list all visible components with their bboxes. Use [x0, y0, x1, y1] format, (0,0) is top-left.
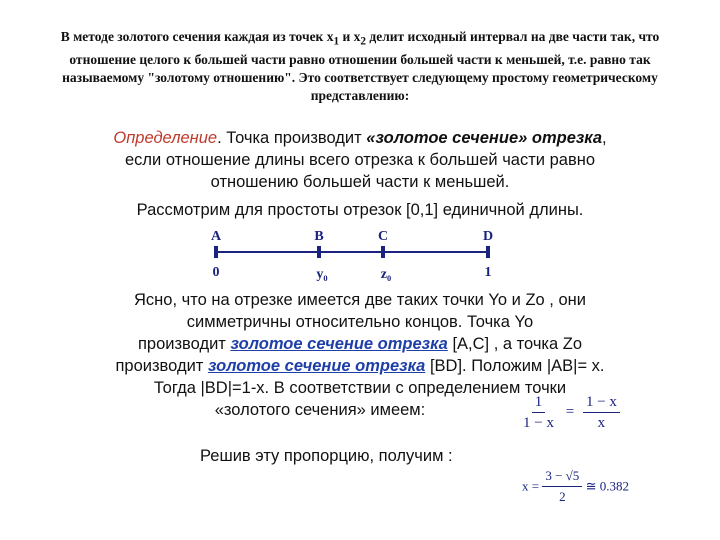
para-line-4: производит золотое сечение отрезка [BD]. Положим |AB|= x.	[115, 357, 605, 375]
proportion-formula: $\frac{1}{1 - x}$ = $\frac{1 - x}{x}$	[520, 392, 620, 433]
tick-d	[486, 246, 490, 258]
label-c: C	[377, 229, 389, 244]
label-1: 1	[484, 265, 492, 280]
tick-b	[317, 246, 321, 258]
para-line-3: производит золотое сечение отрезка [A,C] , а точка Zo	[137, 335, 583, 353]
fraction-lhs: $\frac{1}{1 - x}$	[523, 394, 554, 431]
tick-a	[214, 246, 218, 258]
definition-line-2: если отношение длины всего отрезка к большей части равно	[124, 151, 596, 169]
label-b: B	[314, 229, 324, 244]
golden-section-link-2[interactable]: золотое сечение отрезка	[207, 357, 426, 375]
para-line-5: Тогда |BD|=1-x. В соответствии с определением точки	[153, 379, 567, 397]
solution-fraction: $\frac{3 - √5}{2}$	[542, 466, 582, 507]
para-line-6: «золотого сечения» имеем:	[214, 401, 426, 419]
definition-line-3: отношению большей части к меньшей.	[210, 173, 510, 191]
label-z0: z₀	[380, 267, 392, 282]
label-y0: y₀	[316, 267, 328, 282]
fraction-rhs: $\frac{1 - x}{x}$	[583, 392, 620, 433]
definition-line-1: Определение. Точка производит «золотое сечение» отрезка,	[113, 129, 607, 147]
para-line-2: симметричны относительно концов. Точка Yo	[186, 313, 534, 331]
solution-formula: x = $\frac{3 - √5}{2}$ ≅ 0.382	[522, 466, 629, 507]
solve-line: Решив эту пропорцию, получим :	[200, 447, 453, 465]
golden-section-link-1[interactable]: золотое сечение отрезка	[230, 335, 448, 353]
label-0: 0	[212, 265, 220, 280]
label-d: D	[482, 229, 494, 244]
segment-svg	[190, 222, 510, 286]
consider-line: Рассмотрим для простоты отрезок [0,1] единичной длины.	[136, 201, 584, 219]
tick-c	[381, 246, 385, 258]
definition-term: Определение	[113, 129, 218, 147]
segment-diagram	[190, 222, 510, 286]
label-a: A	[210, 229, 222, 244]
para-line-1: Ясно, что на отрезке имеется две таких точки Yo и Zo , они	[134, 291, 586, 309]
intro-paragraph: В методе золотого сечения каждая из точек $x_1$ и $x_2$ делит исходный интервал на две части так, что отношение целого к большей части равно отношении большей части к меньшей, т.е. равно так называемому "золотому отношению". Это соответствует следующему простому геометрическому представлению:	[60, 29, 660, 103]
